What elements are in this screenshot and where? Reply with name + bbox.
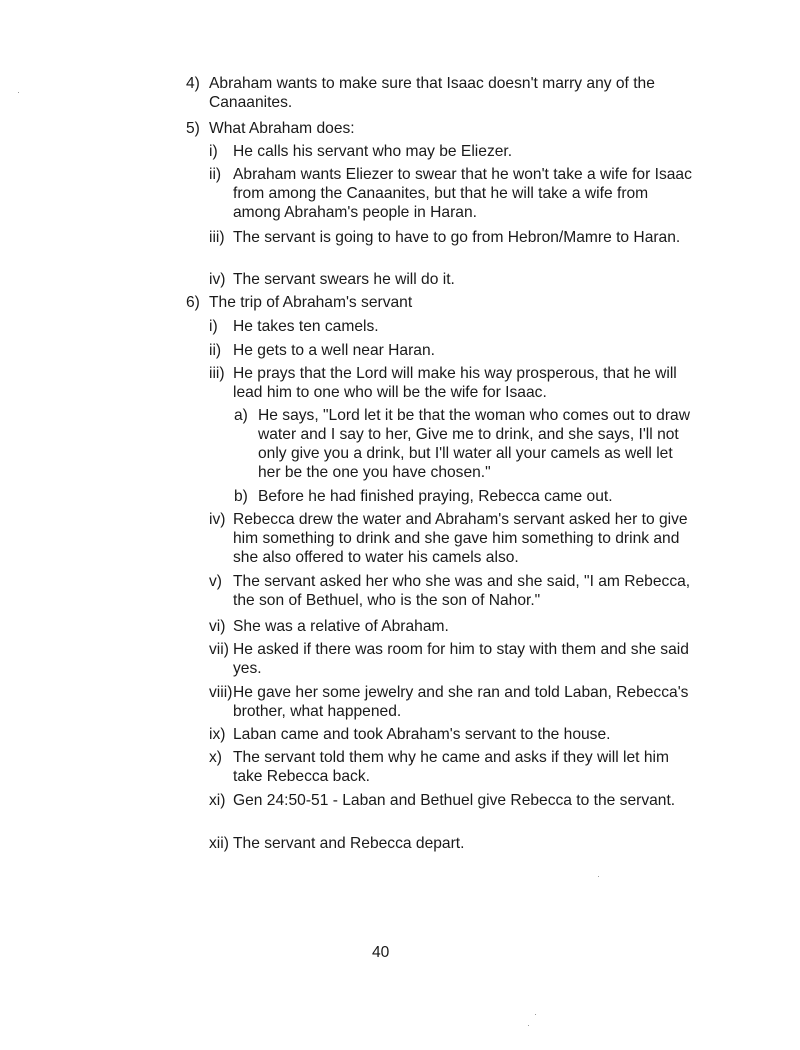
- item-number: b): [234, 488, 248, 505]
- list-item: [209, 270, 699, 289]
- list-item: [209, 683, 699, 721]
- item-text: The servant and Rebecca depart.: [233, 835, 465, 852]
- list-item: [209, 165, 699, 222]
- item-number: iv): [209, 271, 226, 288]
- list-item: [186, 74, 696, 112]
- item-text: The servant told them why he came and asks if they will let him take Rebecca back.: [233, 749, 669, 785]
- item-number: xi): [209, 792, 226, 809]
- item-number: iv): [209, 511, 226, 528]
- list-item: [209, 572, 699, 610]
- scan-speck: [18, 92, 19, 93]
- scan-speck: [598, 876, 599, 877]
- page-number: 40: [372, 944, 390, 961]
- item-number: vi): [209, 618, 226, 635]
- list-item: [209, 640, 699, 678]
- item-text: What Abraham does:: [209, 120, 355, 137]
- item-text: Before he had finished praying, Rebecca came out.: [258, 488, 613, 505]
- item-number: i): [209, 318, 218, 335]
- item-text: The servant asked her who she was and she said, "I am Rebecca, the son of Bethuel, who is the son of Nahor.": [233, 573, 691, 609]
- item-text: She was a relative of Abraham.: [233, 618, 449, 635]
- item-number: a): [234, 407, 248, 424]
- item-number: viii): [209, 684, 233, 701]
- item-number: ii): [209, 166, 222, 183]
- item-number: vii): [209, 641, 229, 658]
- scan-speck: [535, 1014, 536, 1015]
- list-item: [209, 317, 699, 336]
- item-text: The servant is going to have to go from Hebron/Mamre to Haran.: [233, 229, 681, 246]
- item-text: Abraham wants Eliezer to swear that he won't take a wife for Isaac from among the Canaanites, but that he will take a wife from among Abraham's people in Haran.: [233, 166, 692, 221]
- list-item: [209, 725, 699, 744]
- item-text: Rebecca drew the water and Abraham's servant asked her to give him something to drink and she gave him something to drink and she also offered to water his camels also.: [233, 511, 688, 566]
- item-text: Laban came and took Abraham's servant to the house.: [233, 726, 611, 743]
- list-item: [209, 510, 699, 567]
- item-number: iii): [209, 229, 225, 246]
- item-number: i): [209, 143, 218, 160]
- list-item: [186, 119, 696, 138]
- item-number: 4): [186, 75, 200, 92]
- list-item: [209, 748, 699, 786]
- item-text: He asked if there was room for him to stay with them and she said yes.: [233, 641, 689, 677]
- list-item: [209, 341, 699, 360]
- list-item: [234, 487, 694, 506]
- list-item: [209, 364, 699, 402]
- item-text: Abraham wants to make sure that Isaac doesn't marry any of the Canaanites.: [209, 75, 655, 111]
- item-text: He gave her some jewelry and she ran and told Laban, Rebecca's brother, what happened.: [233, 684, 689, 720]
- item-text: He prays that the Lord will make his way prosperous, that he will lead him to one who will be the wife for Isaac.: [233, 365, 677, 401]
- item-number: ix): [209, 726, 226, 743]
- item-text: He gets to a well near Haran.: [233, 342, 435, 359]
- item-number: 6): [186, 294, 200, 311]
- item-number: 5): [186, 120, 200, 137]
- list-item: [209, 834, 699, 853]
- scan-speck: [528, 1025, 529, 1026]
- list-item: [209, 142, 699, 161]
- item-number: iii): [209, 365, 225, 382]
- list-item: [209, 228, 699, 247]
- item-number: v): [209, 573, 222, 590]
- list-item: [234, 406, 694, 482]
- item-number: ii): [209, 342, 222, 359]
- list-item: [209, 617, 699, 636]
- item-number: x): [209, 749, 222, 766]
- list-item: [209, 791, 699, 810]
- item-text: He calls his servant who may be Eliezer.: [233, 143, 513, 160]
- item-text: Gen 24:50-51 - Laban and Bethuel give Rebecca to the servant.: [233, 792, 676, 809]
- item-text: The trip of Abraham's servant: [209, 294, 413, 311]
- item-text: He says, "Lord let it be that the woman who comes out to draw water and I say to her, Give me to drink, and she says, I'll not only give you a drink, but I'll water all your camels as well let her be the one you have chosen.": [258, 407, 690, 481]
- item-number: xii): [209, 835, 229, 852]
- list-item: [186, 293, 696, 312]
- item-text: He takes ten camels.: [233, 318, 379, 335]
- item-text: The servant swears he will do it.: [233, 271, 455, 288]
